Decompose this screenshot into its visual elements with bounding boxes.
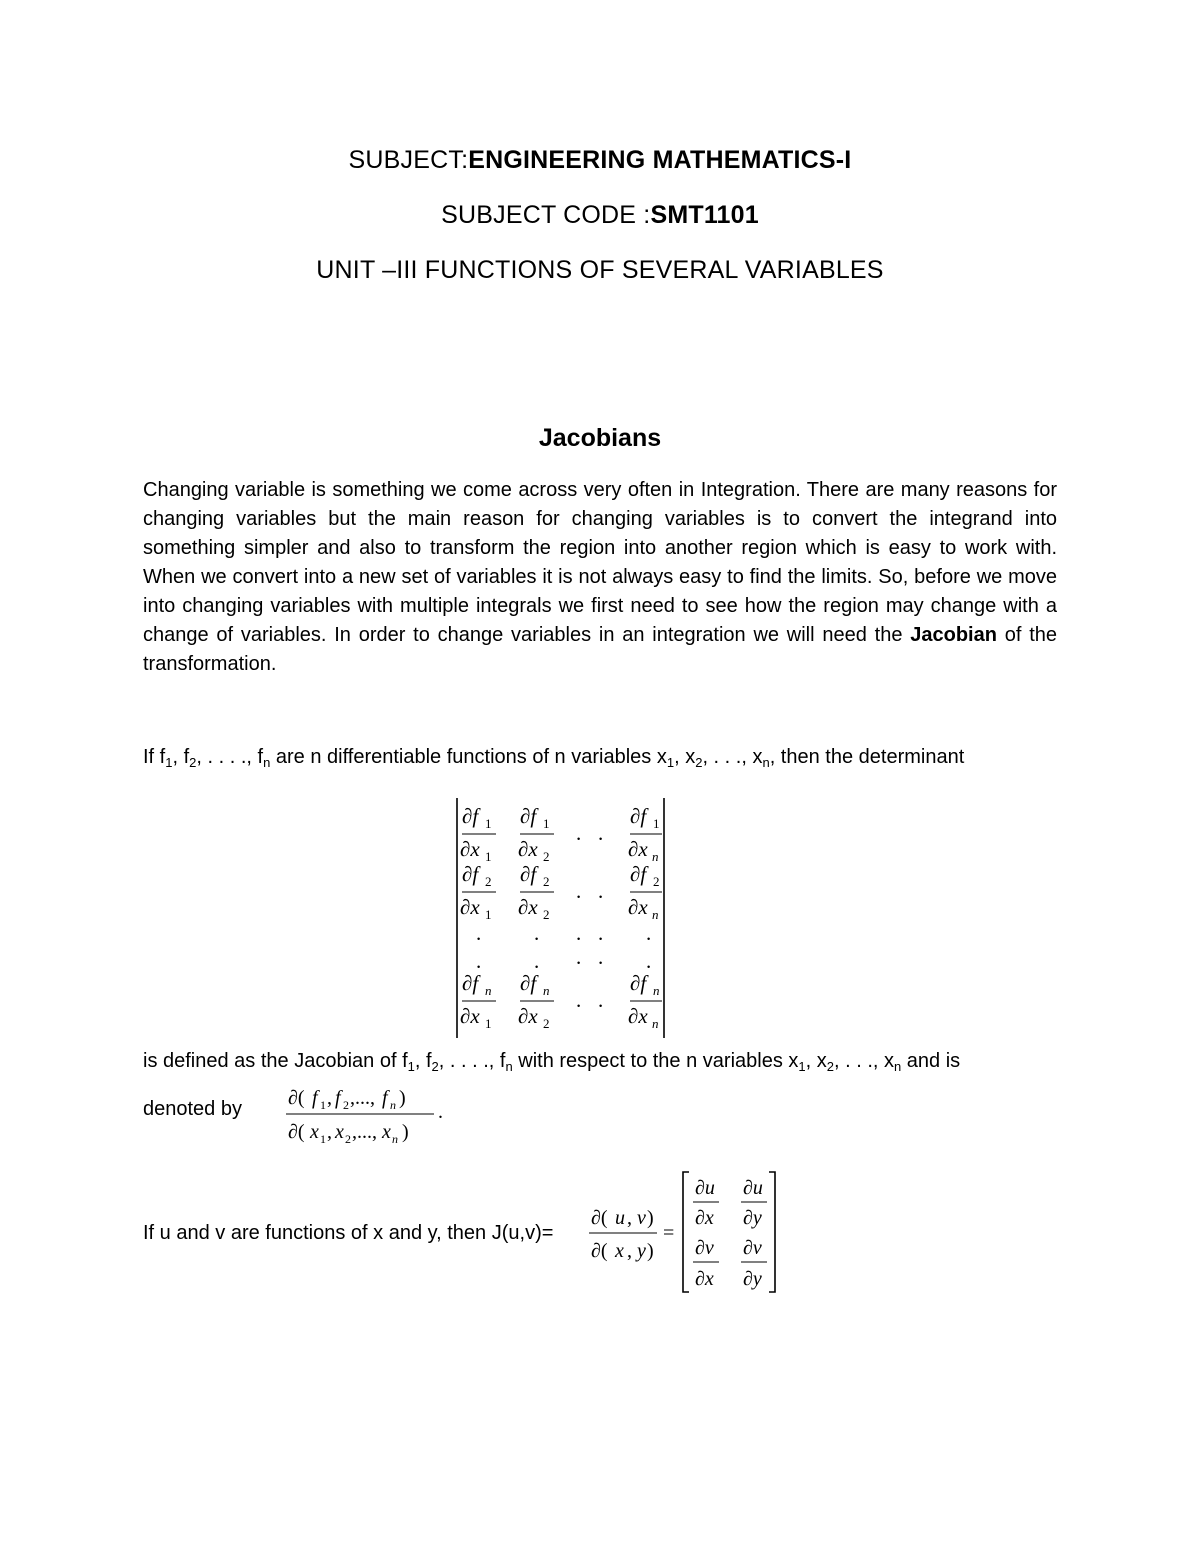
subject-code-line — [0, 201, 1200, 230]
subject-line — [0, 146, 1200, 175]
two-var-jacobian — [585, 1168, 785, 1296]
svg-text:.: . — [438, 1101, 443, 1123]
subject-value: ENGINEERING MATHEMATICS-I — [468, 146, 852, 174]
svg-text:u: u — [615, 1207, 625, 1229]
svg-text:.: . — [576, 921, 582, 945]
svg-text:∂x: ∂x — [695, 1268, 714, 1290]
two-var-text: If u and v are functions of x and y, then J(u,v)= — [143, 1222, 554, 1244]
svg-text:,: , — [627, 1240, 632, 1262]
svg-text:.: . — [534, 921, 540, 945]
svg-text:f: f — [312, 1087, 318, 1109]
svg-text:.: . — [476, 949, 482, 973]
svg-text:x: x — [615, 1240, 624, 1262]
svg-text:1: 1 — [485, 816, 492, 831]
svg-text:∂(: ∂( — [288, 1121, 305, 1143]
svg-text:.: . — [476, 921, 482, 945]
svg-text:n: n — [652, 907, 659, 922]
svg-text:,: , — [627, 1207, 632, 1229]
svg-text:∂x: ∂x — [460, 837, 480, 861]
svg-text:.: . — [598, 921, 604, 945]
intro-paragraph — [143, 476, 1057, 679]
denoted-by-label: denoted by — [143, 1098, 242, 1120]
svg-text:2: 2 — [543, 849, 550, 864]
svg-text:.: . — [576, 988, 582, 1012]
svg-text:.: . — [534, 949, 540, 973]
svg-text:∂f: ∂f — [630, 804, 647, 828]
svg-text:∂y: ∂y — [743, 1268, 762, 1290]
svg-text:): ) — [399, 1087, 406, 1109]
svg-text:1: 1 — [320, 1098, 326, 1112]
svg-text:∂u: ∂u — [743, 1177, 763, 1199]
svg-text:1: 1 — [543, 816, 550, 831]
svg-text:v: v — [637, 1207, 646, 1229]
svg-text:.: . — [576, 945, 582, 969]
svg-text:2: 2 — [543, 874, 550, 889]
svg-text:): ) — [647, 1207, 654, 1229]
svg-text:,...,: ,..., — [352, 1121, 377, 1143]
svg-text:): ) — [647, 1240, 654, 1262]
svg-text:∂f: ∂f — [462, 971, 479, 995]
definition-line-1: If $f_1$, $f_2$, . . . ., $f_n$ are n differentiable functions of n variables $x_1$, $x_2$, . . ., $x_n$, then the determinant — [143, 746, 965, 770]
svg-text:=: = — [663, 1222, 675, 1244]
svg-text:2: 2 — [343, 1098, 349, 1112]
svg-text:∂x: ∂x — [695, 1207, 714, 1229]
svg-text:1: 1 — [653, 816, 660, 831]
svg-text:,...,: ,..., — [350, 1087, 375, 1109]
svg-text:1: 1 — [485, 849, 492, 864]
svg-text:,: , — [327, 1087, 332, 1109]
unit-title: UNIT –III FUNCTIONS OF SEVERAL VARIABLES — [316, 256, 884, 284]
svg-text:∂x: ∂x — [518, 895, 538, 919]
svg-text:2: 2 — [543, 907, 550, 922]
jacobian-determinant — [440, 790, 680, 1045]
svg-text:∂f: ∂f — [630, 971, 647, 995]
svg-text:∂x: ∂x — [628, 895, 648, 919]
svg-text:.: . — [598, 988, 604, 1012]
svg-text:): ) — [402, 1121, 409, 1143]
svg-text:2: 2 — [485, 874, 492, 889]
svg-text:.: . — [646, 949, 652, 973]
svg-text:y: y — [637, 1240, 646, 1262]
svg-text:n: n — [652, 1016, 659, 1031]
svg-text:∂f: ∂f — [520, 804, 537, 828]
section-heading: Jacobians — [538, 424, 662, 452]
svg-text:n: n — [485, 983, 492, 998]
svg-text:.: . — [598, 879, 604, 903]
svg-text:∂x: ∂x — [460, 1004, 480, 1028]
svg-text:x: x — [335, 1121, 344, 1143]
definition-line-2: is defined as the Jacobian of $f_1$, $f_2$, . . . ., $f_n$ with respect to the n variables $x_1$, $x_2$, . . ., $x_n$ and is — [143, 1050, 961, 1074]
svg-text:∂x: ∂x — [460, 895, 480, 919]
svg-text:2: 2 — [543, 1016, 550, 1031]
jacobian-notation — [282, 1078, 452, 1144]
svg-text:.: . — [646, 921, 652, 945]
svg-text:∂u: ∂u — [695, 1177, 715, 1199]
svg-text:∂v: ∂v — [695, 1237, 714, 1259]
svg-text:.: . — [576, 821, 582, 845]
svg-text:∂x: ∂x — [628, 1004, 648, 1028]
svg-text:x: x — [382, 1121, 391, 1143]
svg-text:∂x: ∂x — [628, 837, 648, 861]
svg-text:.: . — [598, 945, 604, 969]
svg-text:∂(: ∂( — [591, 1240, 608, 1262]
svg-text:1: 1 — [485, 907, 492, 922]
svg-text:1: 1 — [320, 1132, 326, 1144]
svg-text:∂f: ∂f — [462, 804, 479, 828]
svg-text:n: n — [652, 849, 659, 864]
svg-text:∂x: ∂x — [518, 837, 538, 861]
subject-code-label: SUBJECT CODE : — [441, 201, 651, 229]
svg-text:.: . — [576, 879, 582, 903]
svg-text:∂f: ∂f — [520, 971, 537, 995]
svg-text:∂(: ∂( — [591, 1207, 608, 1229]
svg-text:∂(: ∂( — [288, 1087, 305, 1109]
svg-text:1: 1 — [485, 1016, 492, 1031]
intro-text-part2: of the transformation. — [143, 624, 1057, 675]
svg-text:∂x: ∂x — [518, 1004, 538, 1028]
intro-bold-term: Jacobian — [910, 624, 997, 646]
svg-text:x: x — [310, 1121, 319, 1143]
svg-text:n: n — [543, 983, 550, 998]
svg-text:.: . — [598, 821, 604, 845]
intro-text-part1: Changing variable is something we come across very often in Integration. There are many reasons for changing variables but the main reason for changing variables is to convert the integrand into something simpler and also to transform the region into another region which is easy to work with. When we convert into a new set of variables it is not always easy to find the limits. So, before we move into changing variables with multiple integrals we first need to see how the region may change with a change of variables. In order to change variables in an integration we will need the — [143, 479, 1057, 646]
subject-label: SUBJECT: — [348, 146, 469, 174]
svg-text:f: f — [382, 1087, 388, 1109]
svg-text:n: n — [390, 1098, 396, 1112]
svg-text:∂f: ∂f — [520, 862, 537, 886]
svg-text:2: 2 — [345, 1132, 351, 1144]
subject-code-value: SMT1101 — [650, 201, 759, 229]
svg-text:n: n — [392, 1132, 398, 1144]
svg-text:f: f — [335, 1087, 341, 1109]
svg-text:n: n — [653, 983, 660, 998]
svg-text:∂y: ∂y — [743, 1207, 762, 1229]
svg-text:,: , — [327, 1121, 332, 1143]
svg-text:∂f: ∂f — [630, 862, 647, 886]
svg-text:∂f: ∂f — [462, 862, 479, 886]
svg-text:2: 2 — [653, 874, 660, 889]
svg-text:∂v: ∂v — [743, 1237, 762, 1259]
